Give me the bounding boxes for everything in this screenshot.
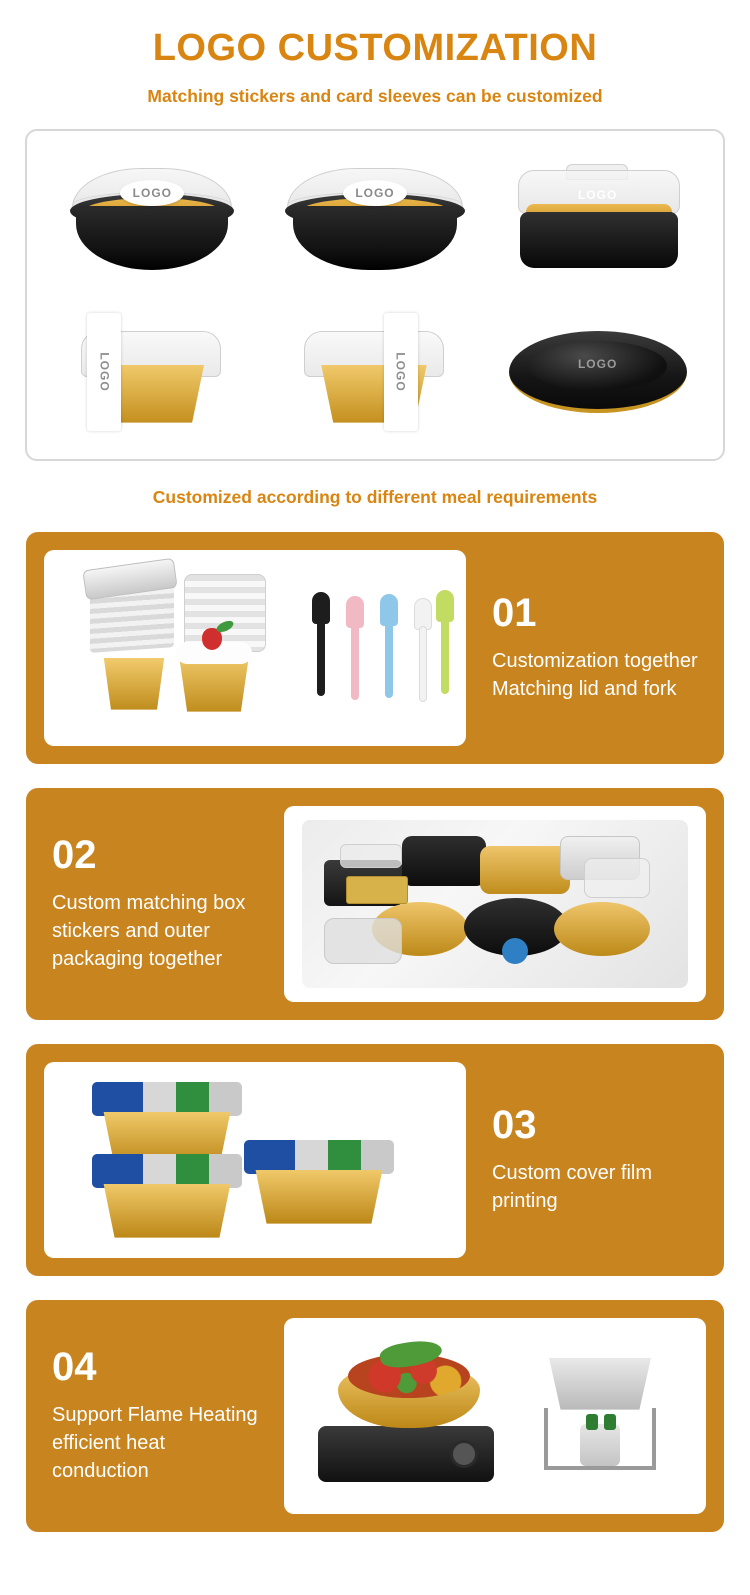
feature-row-02 [26,788,724,1020]
feature-number: 03 [492,1102,537,1147]
card-sleeve [384,313,418,431]
trays-lids-and-forks-photo [44,550,466,746]
feature-number: 01 [492,590,537,635]
fork-green-icon [436,590,454,694]
logo-placeholder-label: LOGO [577,356,618,371]
printed-film-trays-photo [44,1062,466,1258]
page-title: LOGO CUSTOMIZATION [152,27,598,69]
rectangular-black-box-with-lid-icon [508,158,688,278]
packaged-containers-photo [284,806,706,1002]
printed-tray-3 [244,1140,394,1224]
gallery-item-gold-cup-sleeve-2 [270,302,480,442]
printed-tray-2 [92,1154,242,1238]
feature-number: 02 [52,832,97,877]
portable-gas-stove-icon [318,1426,494,1482]
logo-placeholder-label: LOGO [120,180,184,206]
round-black-bowl-wide-dome-lid-icon [285,158,465,278]
chafing-rack-icon [534,1358,664,1478]
gold-cup-with-sleeve-right-icon [280,307,470,437]
fork-pink-icon [346,596,364,700]
feature-row-03 [26,1044,724,1276]
feature-text-02 [44,832,266,973]
section-caption: Customized according to different meal requirements [152,486,598,507]
feature-text-03 [484,1102,706,1215]
feature-text-01 [484,590,706,703]
feature-number: 04 [52,1344,97,1389]
fork-white-icon [414,598,432,702]
fork-black-icon [312,592,330,696]
gallery-row-top [41,141,709,295]
round-black-bowl-with-dome-lid-icon [62,158,242,278]
gallery-item-black-round-lid [493,302,703,442]
logo-placeholder-label: LOGO [577,187,618,202]
gallery-item-gold-cup-sleeve-1 [47,302,257,442]
feature-description: Customization together Matching lid and fork [492,649,698,700]
feature-description: Custom cover film printing [492,1161,653,1212]
feature-text-04 [44,1344,266,1485]
feature-list [0,532,750,1532]
logo-placeholder-label: LOGO [343,180,407,206]
feature-row-01 [26,532,724,764]
fork-blue-icon [380,594,398,698]
product-gallery [25,129,725,461]
gold-cup-with-sleeve-left-icon [57,307,247,437]
logo-placeholder-label: LOGO [393,351,408,392]
page-header [0,0,750,107]
gallery-row-bottom [41,295,709,449]
gallery-item-round-black-bowl-1 [47,148,257,288]
page-subtitle: Matching stickers and card sleeves can be customized [147,85,603,106]
feature-description: Custom matching box stickers and outer packaging together [52,891,246,970]
card-sleeve [87,313,121,431]
logo-placeholder-label: LOGO [97,351,112,392]
gallery-item-rect-black-box [493,148,703,288]
black-round-lid-icon [503,317,693,427]
feature-description: Support Flame Heating efficient heat conduction [52,1403,258,1482]
feature-row-04 [26,1300,724,1532]
gallery-item-round-black-bowl-2 [270,148,480,288]
flame-heating-photo [284,1318,706,1514]
